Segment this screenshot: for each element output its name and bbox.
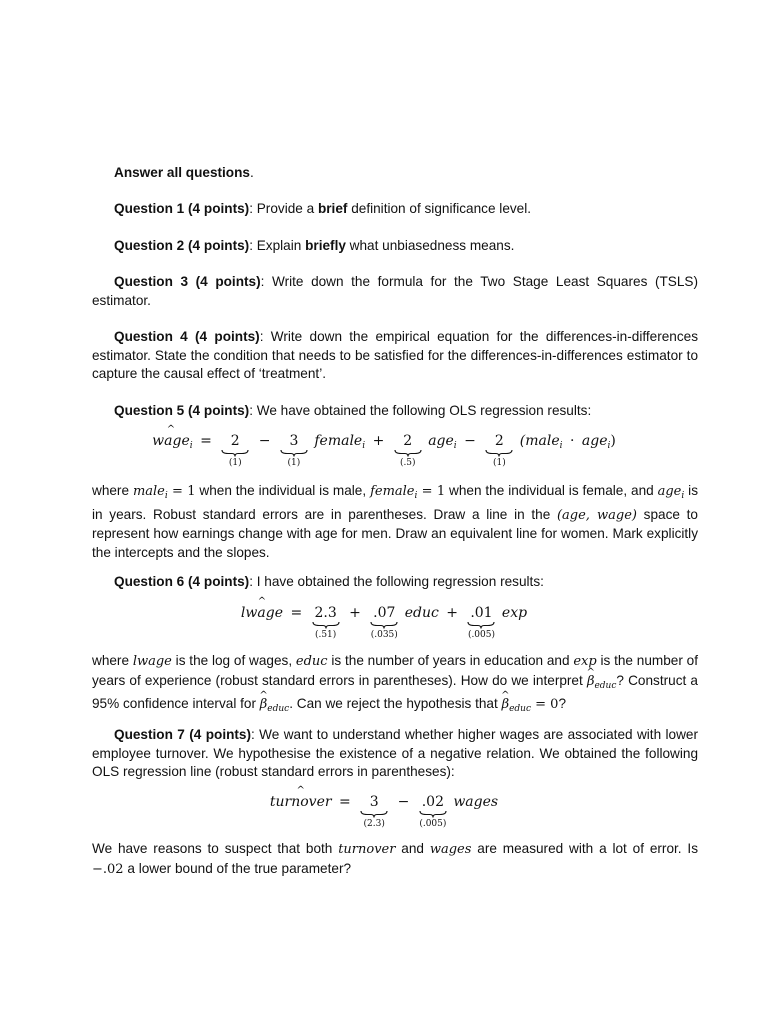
coefficient-age: 2 (.5): [394, 433, 422, 469]
question-3-label: Question 3 (4 points): [114, 274, 261, 289]
coefficient-female: 3 (1): [280, 433, 308, 469]
instructions-heading: Answer all questions: [114, 165, 250, 180]
equation-q6: ^ lwage = 2.3 (.51) + .07 (.035) educ + .01 (.005) exp: [0, 605, 768, 641]
question-2-label: Question 2 (4 points): [114, 238, 250, 253]
question-4-label: Question 4 (4 points): [114, 329, 260, 344]
equation-q5: ^ wage$_i$ = 2 (1) − 3 (1) female$_i$ + 2 (.5) age$_i$ − 2 (1) (male$_i$ · age$_i$): [0, 433, 768, 469]
question-1-label: Question 1 (4 points): [114, 201, 250, 216]
question-7: Question 7 (4 points): We want to understand whether higher wages are associated with lower employee turnover. We hypothesise the existence of a negative relation. We obtained the following OLS regression line (robust standard errors in parentheses):: [92, 727, 698, 780]
question-3: Question 3 (4 points): Write down the formula for the Two Stage Least Squares (TSLS) estimator.: [92, 274, 699, 308]
question-7-body: We have reasons to suspect that both turnover and wages are measured with a lot of error. Is −.02 a lower bound of the true parameter?: [92, 841, 698, 877]
question-6-body: where lwage is the log of wages, educ is the number of years in education and exp is the number of years of experience (robust standard errors in parentheses). How do we interpret ^ $\beta_{educ}$? Construct a 95% confidence interval for ^ $\beta_{educ}$. Can we reject the hypothesis that ^ $\beta_{educ} = 0$?: [92, 652, 698, 719]
instructions: Answer all questions.: [114, 165, 254, 180]
coefficient-wages: .02 (.005): [419, 794, 447, 829]
question-2: Question 2 (4 points): Explain briefly what unbiasedness means.: [114, 238, 515, 253]
question-5-body: where male$_i$ = 1 when the individual is male, female$_i$ = 1 when the individual is female, and age$_i$ is in years. Robust standard errors are in parentheses. Draw a line in the (age, wage) space to represent how earnings change with age for men. Draw an equivalent line for women. Mark explicitly the intercepts and the slopes.: [92, 483, 698, 561]
question-4: Question 4 (4 points): Write down the empirical equation for the differences-in-differences estimator. State the condition that needs to be satisfied for the differences-in-differences estimator to capture the causal effect of ‘treatment’.: [92, 329, 699, 382]
coefficient-interaction: 2 (1): [485, 433, 513, 469]
coefficient-intercept: 3 (2.3): [360, 794, 388, 830]
question-5-label: Question 5 (4 points): [114, 403, 250, 418]
coefficient-intercept: 2.3 (.51): [314, 605, 337, 640]
coefficient-exp: .01 (.005): [467, 605, 495, 640]
question-7-label: Question 7 (4 points): [114, 727, 252, 742]
question-1: Question 1 (4 points): Provide a brief definition of significance level.: [114, 201, 532, 216]
question-5: Question 5 (4 points): We have obtained the following OLS regression results:: [114, 403, 592, 418]
question-6: Question 6 (4 points): I have obtained the following regression results:: [114, 574, 544, 589]
coefficient-educ: .07 (.035): [370, 605, 398, 640]
coefficient-intercept: 2 (1): [221, 433, 249, 469]
equation-q7: ^ turnover = 3 (2.3) − .02 (.005) wages: [0, 794, 768, 830]
question-6-label: Question 6 (4 points): [114, 574, 250, 589]
